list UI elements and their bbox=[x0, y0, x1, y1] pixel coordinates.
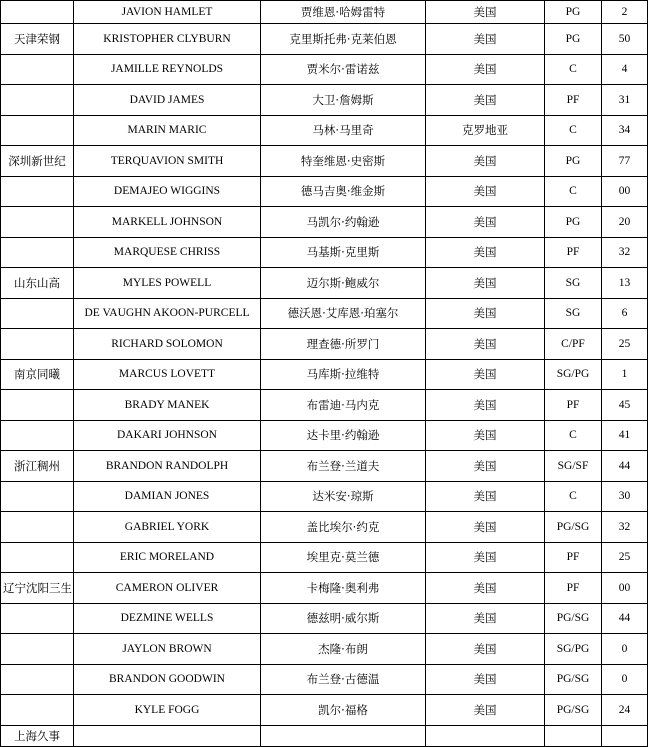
player-name-cn-cell: 德马吉奥·维金斯 bbox=[261, 176, 426, 207]
table-row bbox=[1, 725, 648, 746]
player-name-cn-cell: 理查德·所罗门 bbox=[261, 329, 426, 360]
player-name-cn-cell: 凯尔·福格 bbox=[261, 695, 426, 726]
country-cell: 美国 bbox=[426, 664, 545, 695]
player-name-en-cell: JAVION HAMLET bbox=[74, 1, 261, 24]
player-name-cn-cell: 马库斯·拉维特 bbox=[261, 359, 426, 390]
country-cell: 美国 bbox=[426, 573, 545, 604]
player-name-en-cell: MARIN MARIC bbox=[74, 115, 261, 146]
table-row bbox=[1, 115, 648, 146]
team-cell bbox=[1, 542, 74, 573]
country-cell: 美国 bbox=[426, 85, 545, 116]
position-cell bbox=[545, 725, 602, 746]
jersey-number-cell: 32 bbox=[602, 237, 648, 268]
table-row bbox=[1, 268, 648, 299]
position-cell: PG/SG bbox=[545, 695, 602, 726]
jersey-number-cell: 6 bbox=[602, 298, 648, 329]
team-cell bbox=[1, 54, 74, 85]
jersey-number-cell: 34 bbox=[602, 115, 648, 146]
position-cell: PF bbox=[545, 237, 602, 268]
country-cell: 美国 bbox=[426, 207, 545, 238]
team-cell: 山东山高 bbox=[1, 268, 74, 299]
team-cell: 南京同曦 bbox=[1, 359, 74, 390]
player-name-cn-cell: 马基斯·克里斯 bbox=[261, 237, 426, 268]
team-cell bbox=[1, 390, 74, 421]
position-cell: PF bbox=[545, 542, 602, 573]
player-name-cn-cell: 埃里克·莫兰德 bbox=[261, 542, 426, 573]
table-row bbox=[1, 542, 648, 573]
player-name-cn-cell: 杰隆·布朗 bbox=[261, 634, 426, 665]
player-name-en-cell: GABRIEL YORK bbox=[74, 512, 261, 543]
table-row bbox=[1, 24, 648, 55]
country-cell: 美国 bbox=[426, 298, 545, 329]
country-cell: 美国 bbox=[426, 420, 545, 451]
team-cell: 辽宁沈阳三生 bbox=[1, 573, 74, 604]
team-cell bbox=[1, 207, 74, 238]
position-cell: SG/SF bbox=[545, 451, 602, 482]
jersey-number-cell: 30 bbox=[602, 481, 648, 512]
country-cell: 美国 bbox=[426, 359, 545, 390]
table-row bbox=[1, 329, 648, 360]
team-cell bbox=[1, 603, 74, 634]
table-row bbox=[1, 237, 648, 268]
position-cell: PG bbox=[545, 207, 602, 238]
player-name-cn-cell: 卡梅隆·奥利弗 bbox=[261, 573, 426, 604]
player-name-en-cell: JAMILLE REYNOLDS bbox=[74, 54, 261, 85]
player-name-en-cell: MARCUS LOVETT bbox=[74, 359, 261, 390]
country-cell: 美国 bbox=[426, 481, 545, 512]
country-cell: 美国 bbox=[426, 24, 545, 55]
position-cell: SG/PG bbox=[545, 359, 602, 390]
table-row bbox=[1, 1, 648, 24]
table-row bbox=[1, 634, 648, 665]
position-cell: C bbox=[545, 420, 602, 451]
team-cell: 深圳新世纪 bbox=[1, 146, 74, 177]
player-name-cn-cell: 贾维恩·哈姆雷特 bbox=[261, 1, 426, 24]
jersey-number-cell: 45 bbox=[602, 390, 648, 421]
jersey-number-cell: 41 bbox=[602, 420, 648, 451]
roster-table-body bbox=[1, 1, 648, 747]
position-cell: C bbox=[545, 481, 602, 512]
country-cell: 美国 bbox=[426, 451, 545, 482]
team-cell bbox=[1, 512, 74, 543]
jersey-number-cell bbox=[602, 725, 648, 746]
position-cell: C/PF bbox=[545, 329, 602, 360]
table-row bbox=[1, 176, 648, 207]
player-name-cn-cell bbox=[261, 725, 426, 746]
team-cell bbox=[1, 237, 74, 268]
jersey-number-cell: 1 bbox=[602, 359, 648, 390]
jersey-number-cell: 44 bbox=[602, 603, 648, 634]
player-name-en-cell: KRISTOPHER CLYBURN bbox=[74, 24, 261, 55]
country-cell: 美国 bbox=[426, 54, 545, 85]
team-cell bbox=[1, 176, 74, 207]
table-row bbox=[1, 420, 648, 451]
team-cell bbox=[1, 298, 74, 329]
player-name-cn-cell: 马凯尔·约翰逊 bbox=[261, 207, 426, 238]
team-cell: 天津荣钢 bbox=[1, 24, 74, 55]
country-cell: 美国 bbox=[426, 542, 545, 573]
jersey-number-cell: 4 bbox=[602, 54, 648, 85]
country-cell: 美国 bbox=[426, 695, 545, 726]
jersey-number-cell: 0 bbox=[602, 634, 648, 665]
jersey-number-cell: 32 bbox=[602, 512, 648, 543]
player-name-cn-cell: 达米安·琼斯 bbox=[261, 481, 426, 512]
position-cell: PF bbox=[545, 573, 602, 604]
team-cell bbox=[1, 115, 74, 146]
table-row bbox=[1, 512, 648, 543]
player-name-cn-cell: 大卫·詹姆斯 bbox=[261, 85, 426, 116]
table-row bbox=[1, 390, 648, 421]
position-cell: PF bbox=[545, 390, 602, 421]
player-name-en-cell: DEZMINE WELLS bbox=[74, 603, 261, 634]
player-name-en-cell: DAMIAN JONES bbox=[74, 481, 261, 512]
player-name-cn-cell: 德兹明·威尔斯 bbox=[261, 603, 426, 634]
position-cell: PG/SG bbox=[545, 603, 602, 634]
table-row bbox=[1, 481, 648, 512]
jersey-number-cell: 00 bbox=[602, 573, 648, 604]
table-row bbox=[1, 664, 648, 695]
position-cell: PF bbox=[545, 85, 602, 116]
team-cell bbox=[1, 329, 74, 360]
jersey-number-cell: 24 bbox=[602, 695, 648, 726]
country-cell: 美国 bbox=[426, 237, 545, 268]
player-name-cn-cell: 盖比埃尔·约克 bbox=[261, 512, 426, 543]
jersey-number-cell: 13 bbox=[602, 268, 648, 299]
table-row bbox=[1, 298, 648, 329]
jersey-number-cell: 77 bbox=[602, 146, 648, 177]
table-row bbox=[1, 573, 648, 604]
country-cell: 克罗地亚 bbox=[426, 115, 545, 146]
table-row bbox=[1, 207, 648, 238]
table-row bbox=[1, 695, 648, 726]
player-name-en-cell: DEMAJEO WIGGINS bbox=[74, 176, 261, 207]
position-cell: SG bbox=[545, 268, 602, 299]
country-cell: 美国 bbox=[426, 176, 545, 207]
position-cell: C bbox=[545, 54, 602, 85]
team-cell bbox=[1, 664, 74, 695]
position-cell: PG/SG bbox=[545, 664, 602, 695]
country-cell: 美国 bbox=[426, 634, 545, 665]
player-name-cn-cell: 贾米尔·雷诺兹 bbox=[261, 54, 426, 85]
player-name-cn-cell: 迈尔斯·鲍威尔 bbox=[261, 268, 426, 299]
position-cell: PG bbox=[545, 146, 602, 177]
player-name-en-cell: KYLE FOGG bbox=[74, 695, 261, 726]
country-cell bbox=[426, 725, 545, 746]
position-cell: PG bbox=[545, 24, 602, 55]
jersey-number-cell: 00 bbox=[602, 176, 648, 207]
table-row bbox=[1, 146, 648, 177]
team-cell: 上海久事 bbox=[1, 725, 74, 746]
position-cell: SG/PG bbox=[545, 634, 602, 665]
player-name-en-cell: BRANDON RANDOLPH bbox=[74, 451, 261, 482]
jersey-number-cell: 25 bbox=[602, 542, 648, 573]
country-cell: 美国 bbox=[426, 512, 545, 543]
player-name-en-cell: BRANDON GOODWIN bbox=[74, 664, 261, 695]
country-cell: 美国 bbox=[426, 1, 545, 24]
player-name-en-cell: ERIC MORELAND bbox=[74, 542, 261, 573]
player-name-en-cell: JAYLON BROWN bbox=[74, 634, 261, 665]
player-name-en-cell: DAKARI JOHNSON bbox=[74, 420, 261, 451]
jersey-number-cell: 2 bbox=[602, 1, 648, 24]
team-cell bbox=[1, 1, 74, 24]
position-cell: C bbox=[545, 176, 602, 207]
player-name-cn-cell: 德沃恩·艾库恩·珀塞尔 bbox=[261, 298, 426, 329]
position-cell: C bbox=[545, 115, 602, 146]
jersey-number-cell: 20 bbox=[602, 207, 648, 238]
team-cell: 浙江稠州 bbox=[1, 451, 74, 482]
team-cell bbox=[1, 695, 74, 726]
player-name-en-cell: CAMERON OLIVER bbox=[74, 573, 261, 604]
table-row bbox=[1, 54, 648, 85]
team-cell bbox=[1, 420, 74, 451]
player-name-en-cell: MARQUESE CHRISS bbox=[74, 237, 261, 268]
player-name-cn-cell: 布雷迪·马内克 bbox=[261, 390, 426, 421]
player-name-en-cell: DE VAUGHN AKOON-PURCELL bbox=[74, 298, 261, 329]
player-name-en-cell: TERQUAVION SMITH bbox=[74, 146, 261, 177]
player-name-cn-cell: 布兰登·兰道夫 bbox=[261, 451, 426, 482]
player-name-en-cell: MARKELL JOHNSON bbox=[74, 207, 261, 238]
team-cell bbox=[1, 634, 74, 665]
jersey-number-cell: 0 bbox=[602, 664, 648, 695]
player-name-en-cell: MYLES POWELL bbox=[74, 268, 261, 299]
country-cell: 美国 bbox=[426, 390, 545, 421]
player-name-cn-cell: 马林·马里奇 bbox=[261, 115, 426, 146]
table-row bbox=[1, 603, 648, 634]
player-name-cn-cell: 克里斯托弗·克莱伯恩 bbox=[261, 24, 426, 55]
table-row bbox=[1, 359, 648, 390]
team-cell bbox=[1, 481, 74, 512]
country-cell: 美国 bbox=[426, 146, 545, 177]
player-name-cn-cell: 特奎维恩·史密斯 bbox=[261, 146, 426, 177]
table-row bbox=[1, 85, 648, 116]
jersey-number-cell: 25 bbox=[602, 329, 648, 360]
jersey-number-cell: 31 bbox=[602, 85, 648, 116]
team-cell bbox=[1, 85, 74, 116]
country-cell: 美国 bbox=[426, 603, 545, 634]
player-name-en-cell: DAVID JAMES bbox=[74, 85, 261, 116]
position-cell: PG bbox=[545, 1, 602, 24]
jersey-number-cell: 44 bbox=[602, 451, 648, 482]
country-cell: 美国 bbox=[426, 329, 545, 360]
position-cell: PG/SG bbox=[545, 512, 602, 543]
player-name-en-cell bbox=[74, 725, 261, 746]
country-cell: 美国 bbox=[426, 268, 545, 299]
position-cell: SG bbox=[545, 298, 602, 329]
player-name-en-cell: RICHARD SOLOMON bbox=[74, 329, 261, 360]
jersey-number-cell: 50 bbox=[602, 24, 648, 55]
player-name-cn-cell: 布兰登·古德温 bbox=[261, 664, 426, 695]
table-row bbox=[1, 451, 648, 482]
player-name-en-cell: BRADY MANEK bbox=[74, 390, 261, 421]
player-name-cn-cell: 达卡里·约翰逊 bbox=[261, 420, 426, 451]
